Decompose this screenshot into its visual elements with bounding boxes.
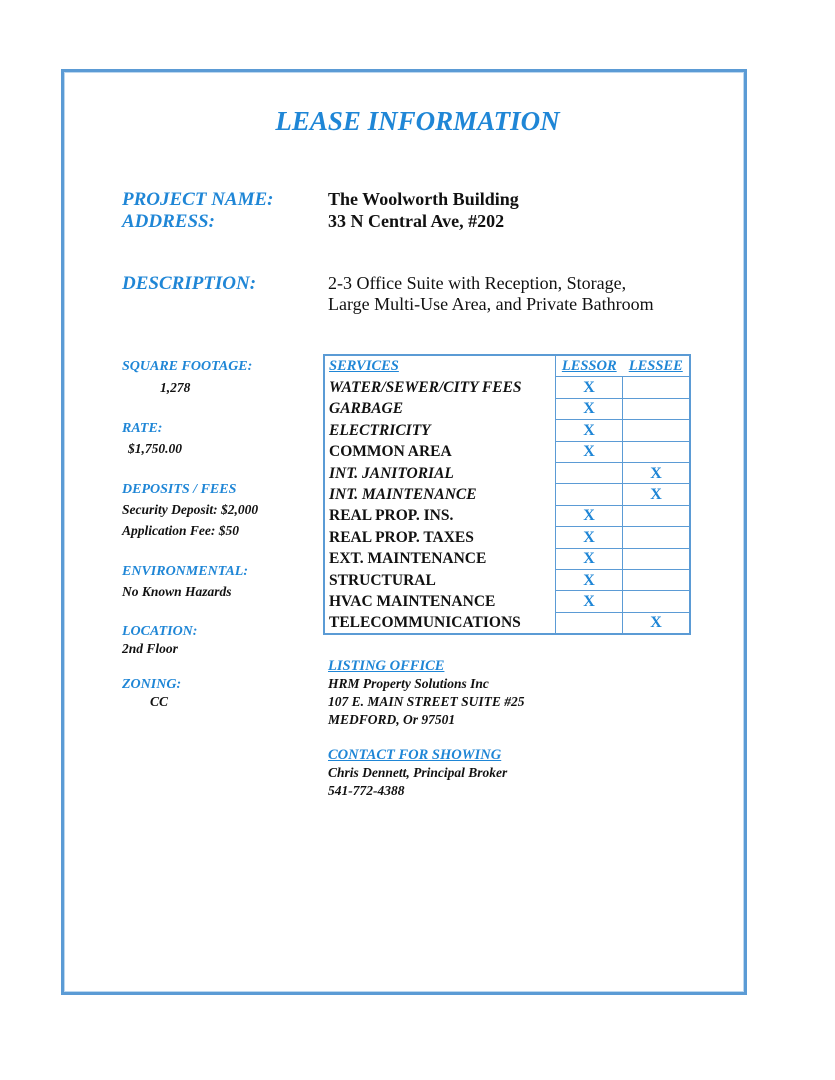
lessee-mark xyxy=(623,548,691,569)
table-row xyxy=(324,398,690,419)
description-label: DESCRIPTION: xyxy=(122,273,257,294)
lessor-header: LESSOR xyxy=(556,355,623,377)
table-row xyxy=(324,527,690,548)
description-line-2: Large Multi-Use Area, and Private Bathroom xyxy=(328,294,654,314)
table-row xyxy=(324,377,690,398)
lessor-mark: X xyxy=(556,441,623,462)
lessor-mark: X xyxy=(556,398,623,419)
lessee-mark xyxy=(623,569,691,590)
service-name: INT. MAINTENANCE xyxy=(329,486,477,504)
page-title: LEASE INFORMATION xyxy=(275,106,560,136)
lessee-header: LESSEE xyxy=(628,357,683,374)
lessor-mark: X xyxy=(556,505,623,526)
lessee-mark xyxy=(623,398,691,419)
security-deposit-value: Security Deposit: $2,000 xyxy=(122,502,259,517)
lessee-mark: X xyxy=(623,462,691,483)
lessor-mark xyxy=(556,612,623,634)
lessor-mark xyxy=(556,462,623,483)
lessee-mark xyxy=(623,591,691,612)
contact-phone: 541-772-4388 xyxy=(328,783,405,798)
location-label: LOCATION: xyxy=(122,624,198,639)
listing-office-heading: LISTING OFFICE xyxy=(328,658,445,674)
table-row xyxy=(324,420,690,441)
table-row xyxy=(324,484,690,505)
lessee-mark xyxy=(623,527,691,548)
service-name: REAL PROP. INS. xyxy=(329,507,454,525)
description-line-1: 2-3 Office Suite with Reception, Storage, xyxy=(328,273,627,293)
lessor-mark: X xyxy=(556,420,623,441)
listing-office-name: HRM Property Solutions Inc xyxy=(328,676,489,691)
table-row xyxy=(324,612,690,634)
deposits-fees-label: DEPOSITS / FEES xyxy=(122,482,237,497)
table-row xyxy=(324,569,690,590)
services-table-header xyxy=(324,355,690,377)
listing-office-city: MEDFORD, Or 97501 xyxy=(328,712,456,727)
lessor-mark: X xyxy=(556,569,623,590)
service-name: COMMON AREA xyxy=(329,443,452,461)
lessor-mark: X xyxy=(556,527,623,548)
table-row xyxy=(324,505,690,526)
service-name: ELECTRICITY xyxy=(329,421,431,439)
lessee-mark xyxy=(623,441,691,462)
project-name-value: The Woolworth Building xyxy=(328,189,519,209)
service-name: WATER/SEWER/CITY FEES xyxy=(329,379,522,397)
contact-name: Chris Dennett, Principal Broker xyxy=(328,765,508,780)
zoning-value: CC xyxy=(150,694,169,709)
contact-heading: CONTACT FOR SHOWING xyxy=(328,747,502,763)
application-fee-value: Application Fee: $50 xyxy=(122,523,239,538)
environmental-value: No Known Hazards xyxy=(122,584,232,599)
lessee-mark: X xyxy=(623,484,691,505)
service-name: REAL PROP. TAXES xyxy=(329,528,474,546)
zoning-label: ZONING: xyxy=(122,677,182,692)
project-name-label: PROJECT NAME: xyxy=(122,189,274,210)
table-row xyxy=(324,441,690,462)
table-row xyxy=(324,548,690,569)
square-footage-value: 1,278 xyxy=(160,380,191,395)
square-footage-label: SQUARE FOOTAGE: xyxy=(122,359,253,374)
listing-office-street: 107 E. MAIN STREET SUITE #25 xyxy=(328,694,525,709)
environmental-label: ENVIRONMENTAL: xyxy=(122,564,249,579)
rate-label: RATE: xyxy=(122,421,163,436)
lessor-mark: X xyxy=(556,548,623,569)
lessee-mark xyxy=(623,420,691,441)
address-value: 33 N Central Ave, #202 xyxy=(328,211,505,231)
services-header: SERVICES xyxy=(329,357,399,374)
lessor-mark: X xyxy=(556,377,623,398)
address-label: ADDRESS: xyxy=(122,211,215,232)
lessor-mark: X xyxy=(556,591,623,612)
service-name: HVAC MAINTENANCE xyxy=(329,592,496,610)
lessee-mark xyxy=(623,505,691,526)
location-value: 2nd Floor xyxy=(122,641,178,656)
lessor-mark xyxy=(556,484,623,505)
rate-value: $1,750.00 xyxy=(128,441,182,456)
service-name: GARBAGE xyxy=(329,400,404,418)
lessee-mark xyxy=(623,377,691,398)
service-name: STRUCTURAL xyxy=(329,571,436,589)
service-name: INT. JANITORIAL xyxy=(329,464,454,482)
service-name: EXT. MAINTENANCE xyxy=(329,550,487,568)
table-row xyxy=(324,591,690,612)
lessee-mark: X xyxy=(623,612,691,634)
service-name: TELECOMMUNICATIONS xyxy=(329,614,521,632)
services-table xyxy=(323,354,691,635)
table-row xyxy=(324,462,690,483)
